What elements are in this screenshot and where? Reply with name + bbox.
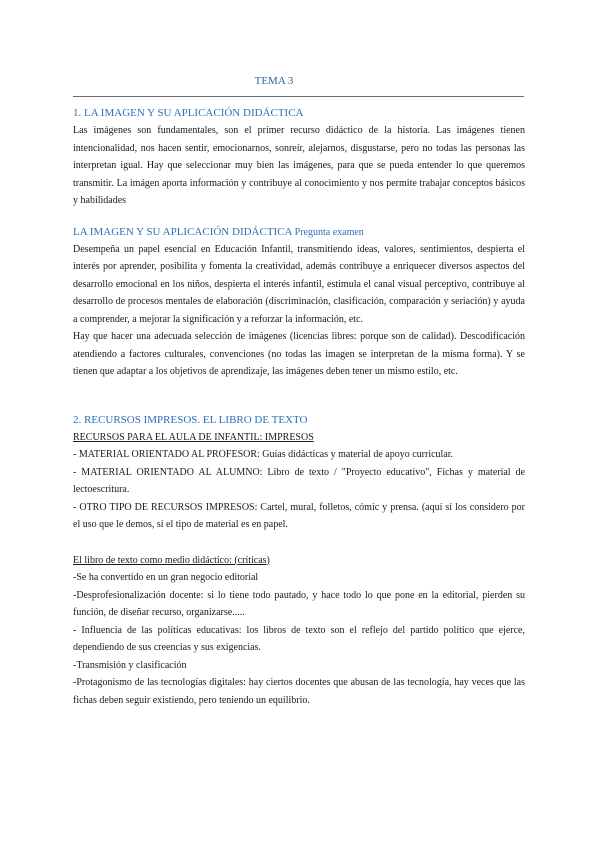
exam-question-label: Pregunta examen bbox=[294, 226, 364, 238]
critics-heading: El libro de texto como medio didáctico: (críticas) bbox=[73, 554, 270, 566]
page-title: TEMA 3 bbox=[254, 75, 294, 87]
critic-item: -Se ha convertido en un gran negocio editorial bbox=[73, 572, 259, 583]
title-divider bbox=[73, 96, 524, 97]
section-2-subheading: RECURSOS PARA EL AULA DE INFANTIL: IMPRESOS bbox=[73, 431, 314, 443]
critic-item: -Protagonismo de las tecnologías digitales: hay ciertos docentes que abusan de las tecnología, hay veces que las fichas deben seguir existiendo, pero teniendo un equilibrio. bbox=[73, 677, 525, 706]
section-1b-paragraph-1: Desempeña un papel esencial en Educación Infantil, transmitiendo ideas, valores, sentimientos, despierta el interés por aprender, posibilita y fomenta la creatividad, además contribuye a enriquecer diversos aspectos del desarrollo emocional en los niños, despierta el interés infantil, estimula el canal visual perceptivo, contribuye al desarrollo de procesos mentales de elaboración (discriminación, clasificación, comparación y seriación) y ayuda a comprender, a mejorar la significación y a reforzar la información, etc. bbox=[73, 243, 525, 325]
section-1b-heading bbox=[73, 224, 525, 241]
section-2-heading: 2. RECURSOS IMPRESOS. EL LIBRO DE TEXTO bbox=[73, 413, 308, 426]
document-body bbox=[73, 105, 525, 709]
critic-item: -Desprofesionalización docente: si lo tiene todo pautado, y hace todo lo que pone en la editorial, pierden su función, de diseñar recurso, organizarse..... bbox=[73, 589, 525, 618]
critic-item: - Influencia de las políticas educativas: los libros de texto son el reflejo del partido político que ejerce, dependiendo de sus creencias y sus exigencias. bbox=[73, 624, 525, 653]
section-1-paragraph: Las imágenes son fundamentales, son el primer recurso didáctico de la historia. Las imágenes tienen intencionalidad, nos hacen sentir, emocionarnos, sonreír, alejarnos, disgustarse, pero no todas las personas las interpretan igual. Hay que seleccionar muy bien las imágenes, para que se pueda entender lo que queremos transmitir. La imágen aporta información y contribuye al conocimiento y nos permite trabajar conceptos básicos y habilidades bbox=[73, 125, 525, 206]
section-1b-paragraph-2: Hay que hacer una adecuada selección de imágenes (licencias libres: porque son de calidad). Descodificación atendiendo a factores culturales, convenciones (no todas las imagen se interpretan de la misma forma). Y se tienen que adaptar a los objetivos de aprendizaje, las imágenes deben tener un mismo estilo, etc. bbox=[73, 331, 525, 377]
resource-item: - OTRO TIPO DE RECURSOS IMPRESOS: Cartel, mural, folletos, cómic y prensa. (aquí sí los considero por el uso que le demos, si el tipo de material es en papel. bbox=[73, 501, 525, 530]
resource-item: - MATERIAL ORIENTADO AL ALUMNO: Libro de texto / "Proyecto educativo", Fichas y material de lectoescritura. bbox=[73, 466, 525, 495]
section-1b-heading-text: LA IMAGEN Y SU APLICACIÓN DIDÁCTICA bbox=[73, 225, 292, 238]
resource-item: - MATERIAL ORIENTADO AL PROFESOR: Guías didácticas y material de apoyo curricular. bbox=[73, 449, 454, 460]
critic-item: -Transmisión y clasificación bbox=[73, 659, 187, 671]
section-1-heading: 1. LA IMAGEN Y SU APLICACIÓN DIDÁCTICA bbox=[73, 107, 304, 119]
